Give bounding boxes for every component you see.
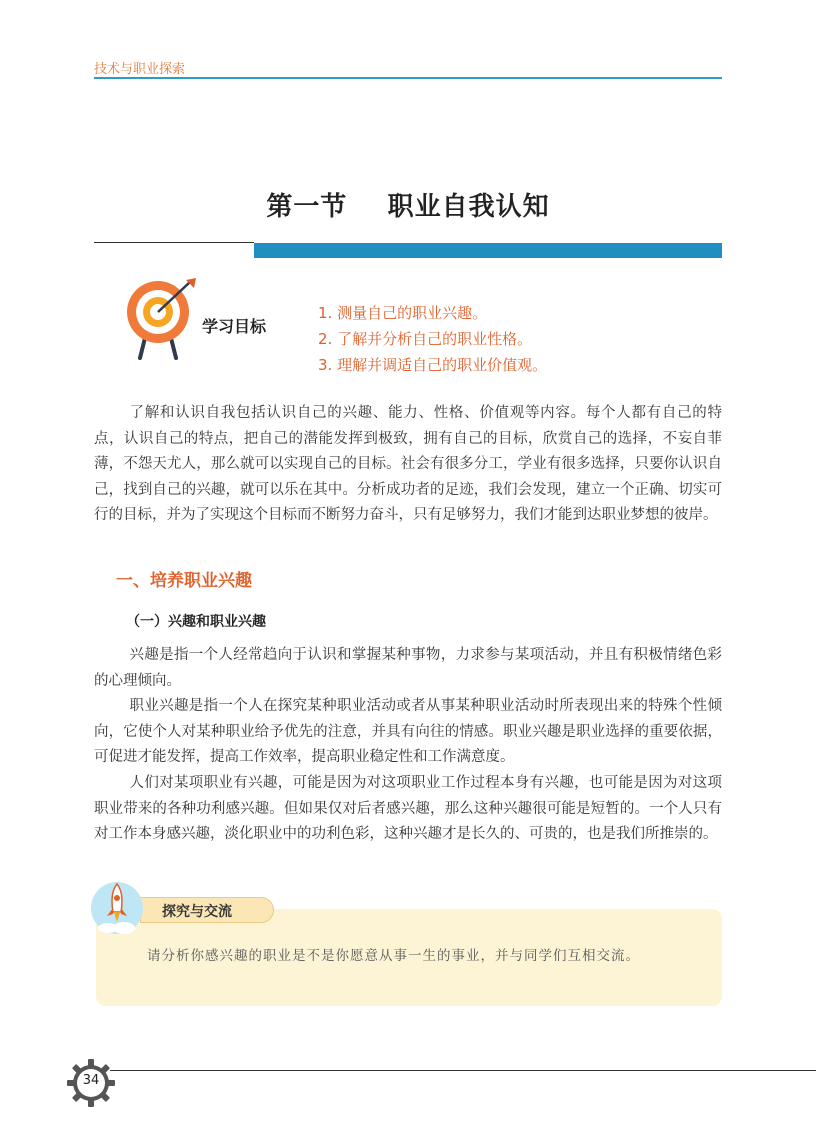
- learning-goal-item: 3. 理解并调适自己的职业价值观。: [318, 356, 548, 374]
- body-paragraph: 人们对某项职业有兴趣，可能是因为对这项职业工作过程本身有兴趣，也可能是因为对这项职业带来的各种功利感兴趣。但如果仅对后者感兴趣，那么这种兴趣很可能是短暂的。一个人只有对工作本身感兴趣，淡化职业中的功利色彩，这种兴趣才是长久的、可贵的，也是我们所推崇的。: [94, 774, 722, 843]
- footer-rule: [110, 1070, 816, 1071]
- title-rule-thin: [94, 242, 254, 243]
- sub-heading: （一）兴趣和职业兴趣: [126, 614, 266, 630]
- interest-section: [94, 643, 722, 848]
- body-paragraph: 职业兴趣是指一个人在探究某种职业活动或者从事某种职业活动时所表现出来的特殊个性倾向，它使个人对某种职业给予优先的注意，并具有向往的情感。职业兴趣是职业选择的重要依据，可促进才能发挥，提高工作效率，提高职业稳定性和工作满意度。: [94, 698, 722, 766]
- learning-goals-label: 学习目标: [202, 317, 267, 336]
- explore-text: 请分析你感兴趣的职业是不是你愿意从事一生的事业，并与同学们互相交流。: [147, 948, 640, 964]
- title-rule-thick: [254, 243, 722, 258]
- learning-goal-item: 2. 了解并分析自己的职业性格。: [318, 330, 533, 348]
- target-icon: [124, 276, 204, 360]
- header-book-title: 技术与职业探索: [94, 62, 186, 77]
- learning-goal-item: 1. 测量自己的职业兴趣。: [318, 304, 488, 322]
- intro-paragraph: 了解和认识自我包括认识自己的兴趣、能力、性格、价值观等内容。每个人都有自己的特点，认识自己的特点，把自己的潜能发挥到极致，拥有自己的目标，欣赏自己的选择，不妄自菲薄，不怨天尤人，那么就可以实现自己的目标。社会有很多分工，学业有很多选择，只要你认识自己，找到自己的兴趣，就可以乐在其中。分析成功者的足迹，我们会发现，建立一个正确、切实可行的目标，并为了实现这个目标而不断努力奋斗，只有足够努力，我们才能到达职业梦想的彼岸。: [94, 405, 722, 524]
- explore-label: 探究与交流: [162, 904, 232, 920]
- learning-goals-list: [318, 300, 547, 378]
- intro-section: [94, 401, 722, 529]
- chapter-title: 第一节 职业自我认知: [266, 192, 550, 222]
- section-heading: 一、培养职业兴趣: [116, 571, 252, 591]
- page-number: 34: [82, 1073, 100, 1088]
- body-paragraph: 兴趣是指一个人经常趋向于认识和掌握某种事物，力求参与某项活动，并且有积极情绪色彩的心理倾向。: [94, 647, 722, 689]
- rocket-icon: [88, 878, 146, 936]
- header-rule: [94, 77, 722, 79]
